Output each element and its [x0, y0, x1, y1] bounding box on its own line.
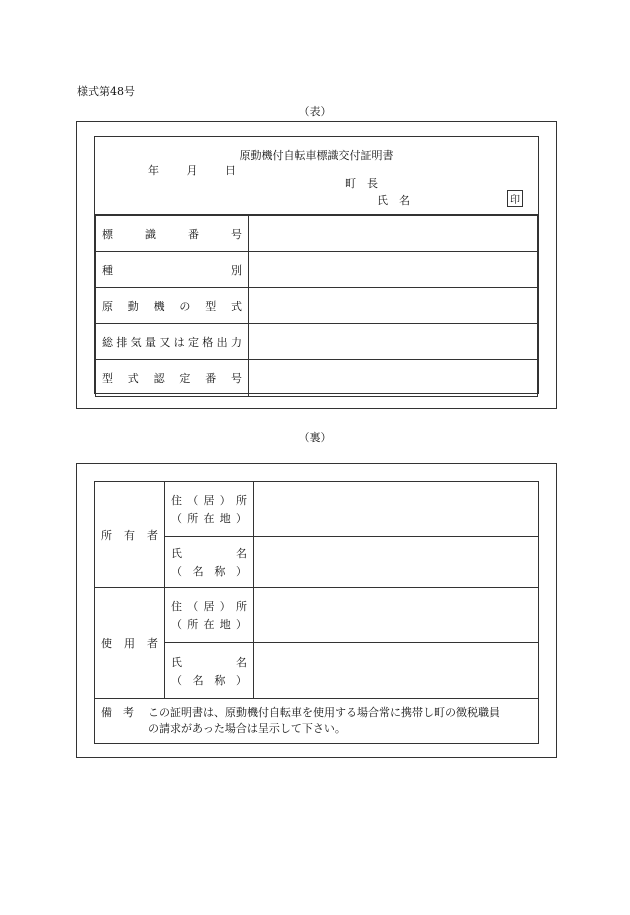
table-row [96, 360, 538, 397]
remarks [95, 699, 538, 743]
table-row [95, 699, 539, 744]
value-type [249, 252, 538, 288]
back-frame [76, 463, 557, 758]
value-engine-model [249, 288, 538, 324]
owner-name-label: 氏 名 （ 名 称 ） [171, 547, 247, 578]
certificate-table [94, 136, 539, 394]
remarks-line-1: この証明書は、原動機付自転車を使用する場合常に携帯し町の徴税職員 [148, 706, 500, 719]
owner-user-fields [94, 481, 539, 744]
issuer-name-label: 氏 名 [377, 194, 410, 207]
table-row [96, 216, 538, 252]
table-row [96, 288, 538, 324]
table-row [96, 252, 538, 288]
date-year-label: 年 [148, 164, 159, 177]
issuer-title: 町 長 [345, 177, 378, 190]
table-row [95, 482, 539, 537]
remarks-label: 備 考 [101, 706, 134, 719]
certificate-fields [95, 215, 538, 397]
front-side-label: （表） [298, 105, 332, 118]
user-address-label: 住 （ 居 ） 所 （ 所 在 地 ） [171, 600, 247, 631]
date-month-label: 月 [186, 164, 198, 177]
label-engine-model: 原 動 機 の 型 式 [102, 299, 242, 313]
certificate-title: 原動機付自転車標識交付証明書 [239, 149, 394, 162]
date-day-label: 日 [225, 164, 236, 177]
value-plate-number [249, 216, 538, 252]
user-label: 使 用 者 [101, 637, 158, 650]
issue-date [148, 162, 248, 178]
owner-user-table [94, 481, 539, 741]
form-number: 様式第48号 [77, 85, 135, 98]
table-row [95, 588, 539, 643]
certificate-header [95, 137, 538, 215]
value-displacement [249, 324, 538, 360]
label-model-approval: 型 式 認 定 番 号 [102, 372, 242, 385]
value-model-approval [249, 360, 538, 397]
label-plate-number: 標 識 番 号 [102, 227, 242, 241]
table-row [96, 324, 538, 360]
owner-address-label: 住 （ 居 ） 所 （ 所 在 地 ） [171, 494, 247, 525]
user-name-value [254, 643, 539, 699]
front-frame [76, 121, 557, 409]
seal-mark: 印 [507, 190, 523, 207]
owner-label: 所 有 者 [101, 528, 158, 542]
owner-name-value [254, 537, 539, 588]
user-address-value [254, 588, 539, 643]
user-name-label: 氏 名 （ 名 称 ） [171, 655, 247, 687]
back-side-label: （裏） [298, 431, 332, 444]
label-displacement: 総 排 気 量 又 は 定 格 出 力 [102, 335, 242, 349]
owner-address-value [254, 482, 539, 537]
label-type: 種 別 [102, 263, 242, 277]
remarks-line-2: の請求があった場合は呈示して下さい。 [148, 722, 346, 735]
